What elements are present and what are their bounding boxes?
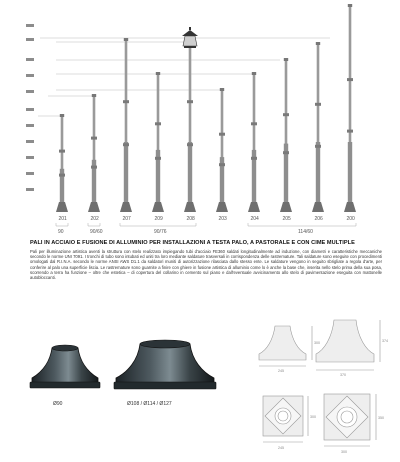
pole-209: [152, 72, 164, 212]
base-plan-drawing-small: [263, 396, 308, 442]
pole-203: [216, 88, 228, 212]
group-bracket: [56, 223, 68, 226]
pole-code-label: 206: [314, 216, 323, 222]
left-scale-marks: [26, 24, 34, 191]
pole-code-label: 208: [186, 216, 195, 222]
pole-205: [280, 58, 292, 212]
elevation-height-large: 374: [382, 339, 388, 343]
group-bracket: [88, 223, 100, 226]
plan-height-small: 300: [310, 415, 316, 419]
pole-code-label: 209: [154, 216, 163, 222]
group-bracket: [248, 223, 356, 226]
section-description: Pali per illuminazione artistica aventi la struttura con stelo realizzato impiegando tubi d'acciaio FE360 saldati longitudinalmente ad induzione, con diametri e caratteristiche meccaniche secondo le norme UNI 7091. I tronchi di tubo sono intubati ed uniti tra loro mediante saldature trasversali in corrispondenza delle rastremature. Tali saldature sono eseguite con procedimenti omologati dal R.I.N.A. secondo le norme ANSI AWS D1.1 da saldatori muniti di autorizzazione rilasciata dallo stesso ente. Le saldature vengono in seguito sbrigliate a regola d'arte, per conferire al palo una superficie liscia. Le rastremature sono guarnite a finire con ghiere in fusione artistica di alluminio come lo è anche la base che, inserita nello stelo prima della sua posa, scorrendo a terra ha funzione – oltre che estetica – di copertura del collarino in cemento sul piano e dall'eventuale avvicinamento allo stelo di pavimentazione eseguita con mattonelle autobloccanti.: [30, 249, 382, 281]
scale-mark: [26, 172, 34, 175]
section-title: PALI IN ACCIAIO E FUSIONE DI ALLUMINIO PER INSTALLAZIONI A TESTA PALO, A PASTORALE E CON CIME MULTIPLE: [30, 240, 355, 246]
pole-diameter-label: 90: [58, 229, 64, 235]
elevation-height-small: 300: [314, 341, 320, 345]
base-large-render: [114, 340, 216, 389]
pole-206: [312, 42, 324, 212]
lantern-icon: [182, 27, 198, 48]
pole-diameter-label: 90/60: [90, 229, 103, 235]
scale-mark: [26, 58, 34, 61]
pole-diameter-label: 114/60: [298, 229, 313, 235]
pole-201: [56, 114, 68, 212]
elevation-width-small: 245: [278, 369, 284, 373]
base-plan-drawing-large: [324, 394, 376, 446]
pole-208: [184, 38, 196, 212]
base-drawings: [0, 300, 400, 462]
elevation-width-large: 370: [340, 373, 346, 377]
scale-mark: [26, 90, 34, 93]
small-base-label: Ø90: [53, 401, 63, 407]
pole-207: [120, 38, 132, 212]
scale-mark: [26, 74, 34, 77]
pole-code-label: 207: [122, 216, 131, 222]
scale-mark: [26, 156, 34, 159]
scale-mark: [26, 124, 34, 127]
pole-diameter-label: 90/76: [154, 229, 167, 235]
pole-200: [344, 4, 356, 212]
pole-code-label: 205: [282, 216, 291, 222]
scale-mark: [26, 188, 34, 191]
scale-mark: [26, 108, 34, 111]
scale-mark: [26, 140, 34, 143]
plan-width-large: 300: [341, 450, 347, 454]
pole-202: [88, 94, 100, 212]
group-bracket: [120, 223, 196, 226]
pole-code-label: 201: [58, 216, 67, 222]
plan-height-large: 350: [378, 416, 384, 420]
pole-code-label: 200: [346, 216, 355, 222]
pole-code-label: 202: [90, 216, 99, 222]
base-elevation-drawing-large: [316, 320, 380, 370]
large-base-label: Ø108 / Ø114 / Ø127: [127, 401, 172, 407]
pole-code-label: 203: [218, 216, 227, 222]
scale-mark: [26, 38, 34, 41]
base-elevation-drawing-small: [259, 326, 312, 366]
base-small-render: [30, 345, 100, 388]
pole-204: [248, 72, 260, 212]
scale-mark: [26, 24, 34, 27]
plan-width-small: 245: [278, 446, 284, 450]
pole-code-label: 204: [250, 216, 259, 222]
